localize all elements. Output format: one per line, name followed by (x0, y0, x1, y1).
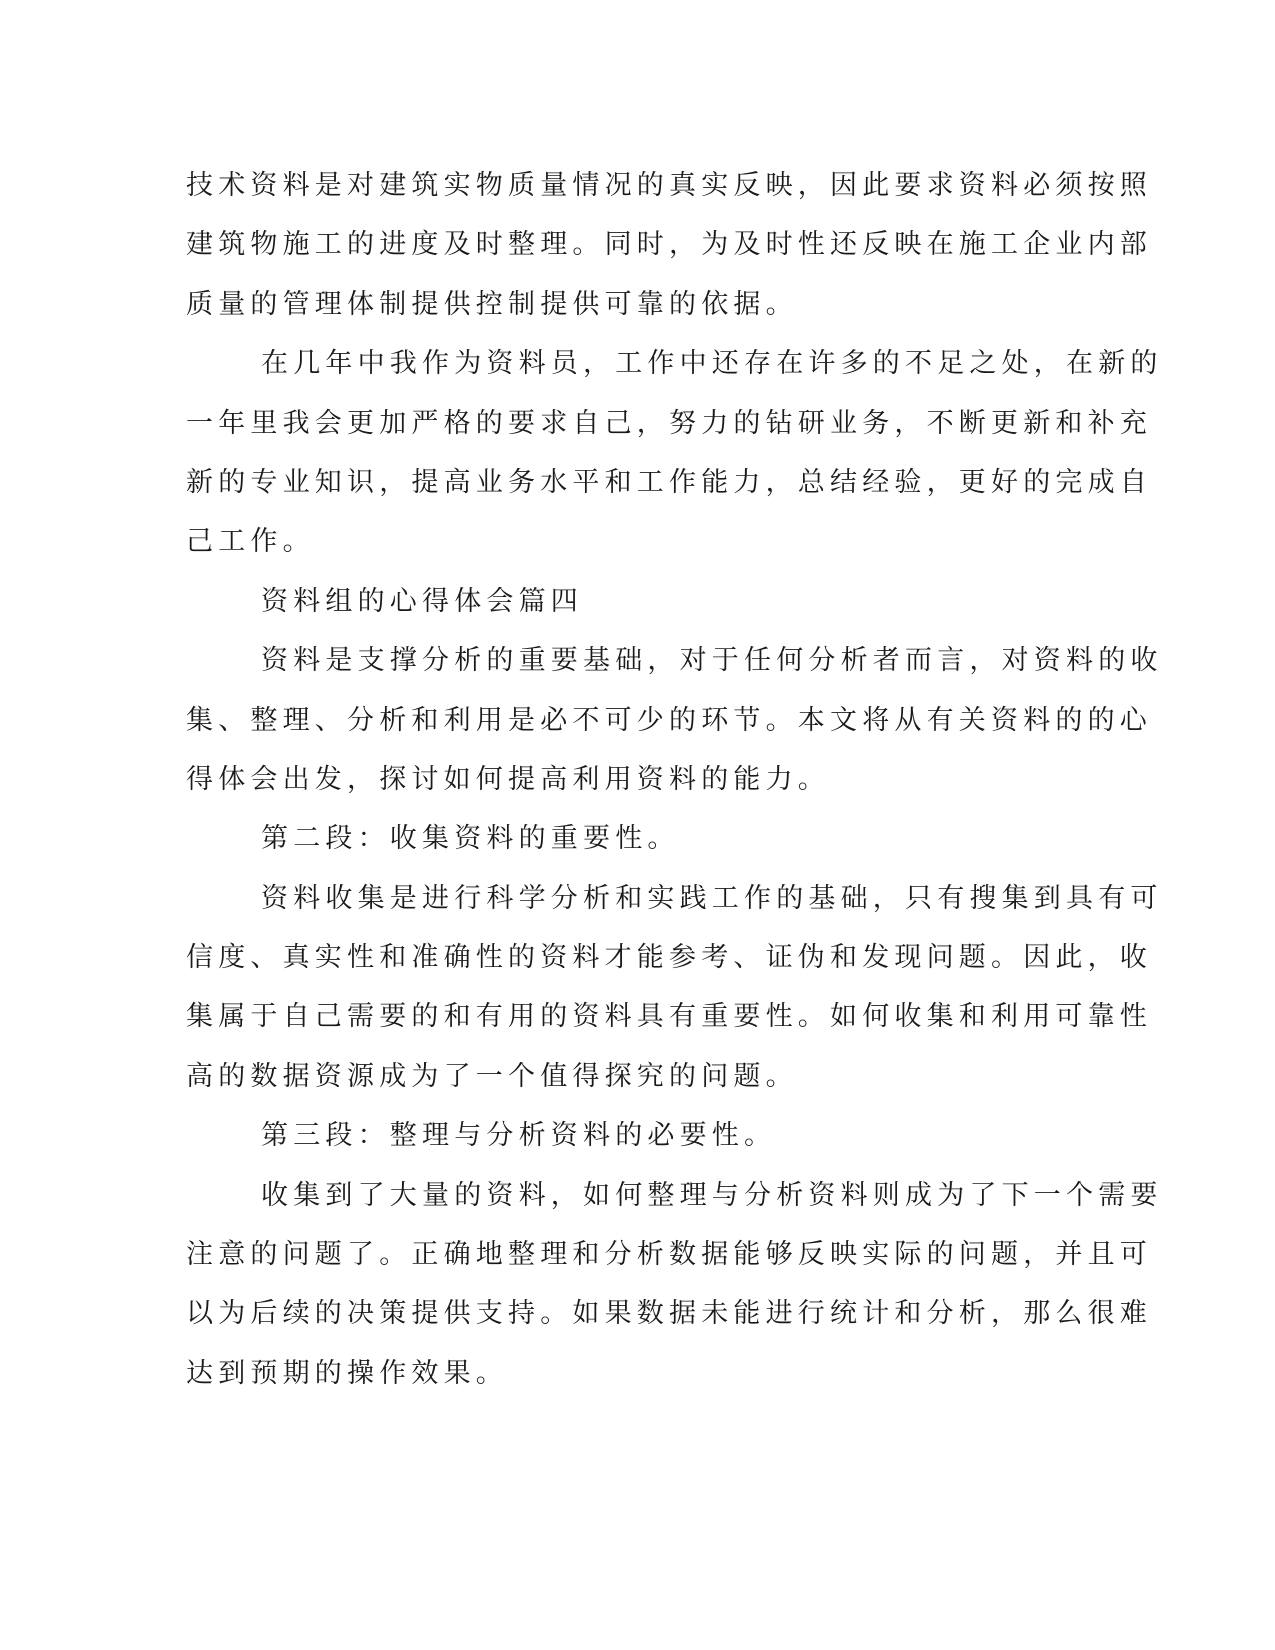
document-body (186, 156, 1163, 1403)
text-line: 集属于自己需要的和有用的资料具有重要性。如何收集和利用可靠性 (186, 1001, 1152, 1033)
section-heading: 资料组的心得体会篇四 (261, 585, 583, 617)
text-line: 技术资料是对建筑实物质量情况的真实反映，因此要求资料必须按照 (186, 170, 1152, 201)
text-line: 己工作。 (186, 526, 315, 558)
text-line: 得体会出发，探讨如何提高利用资料的能力。 (186, 763, 830, 795)
text-line: 集、整理、分析和利用是必不可少的环节。本文将从有关资料的的心 (186, 704, 1152, 736)
text-line: 注意的问题了。正确地整理和分析数据能够反映实际的问题，并且可 (186, 1239, 1152, 1271)
text-line: 达到预期的操作效果。 (186, 1357, 508, 1389)
text-line: 信度、真实性和准确性的资料才能参考、证伪和发现问题。因此，收 (186, 942, 1152, 974)
text-line: 资料收集是进行科学分析和实践工作的基础，只有搜集到具有可 (261, 882, 1163, 914)
text-line: 质量的管理体制提供控制提供可靠的依据。 (186, 288, 798, 320)
section-heading: 第二段：收集资料的重要性。 (261, 823, 680, 855)
text-line: 建筑物施工的进度及时整理。同时，为及时性还反映在施工企业内部 (186, 229, 1152, 261)
text-line: 高的数据资源成为了一个值得探究的问题。 (186, 1060, 798, 1092)
text-line: 新的专业知识，提高业务水平和工作能力，总结经验，更好的完成自 (186, 466, 1152, 498)
text-line: 收集到了大量的资料，如何整理与分析资料则成为了下一个需要 (261, 1179, 1163, 1211)
text-line: 在几年中我作为资料员，工作中还存在许多的不足之处，在新的 (261, 348, 1163, 380)
text-line: 一年里我会更加严格的要求自己，努力的钻研业务，不断更新和补充 (186, 407, 1152, 439)
text-line: 以为后续的决策提供支持。如果数据未能进行统计和分析，那么很难 (186, 1298, 1152, 1330)
section-heading: 第三段：整理与分析资料的必要性。 (261, 1120, 777, 1152)
text-line: 资料是支撑分析的重要基础，对于任何分析者而言，对资料的收 (261, 645, 1163, 677)
